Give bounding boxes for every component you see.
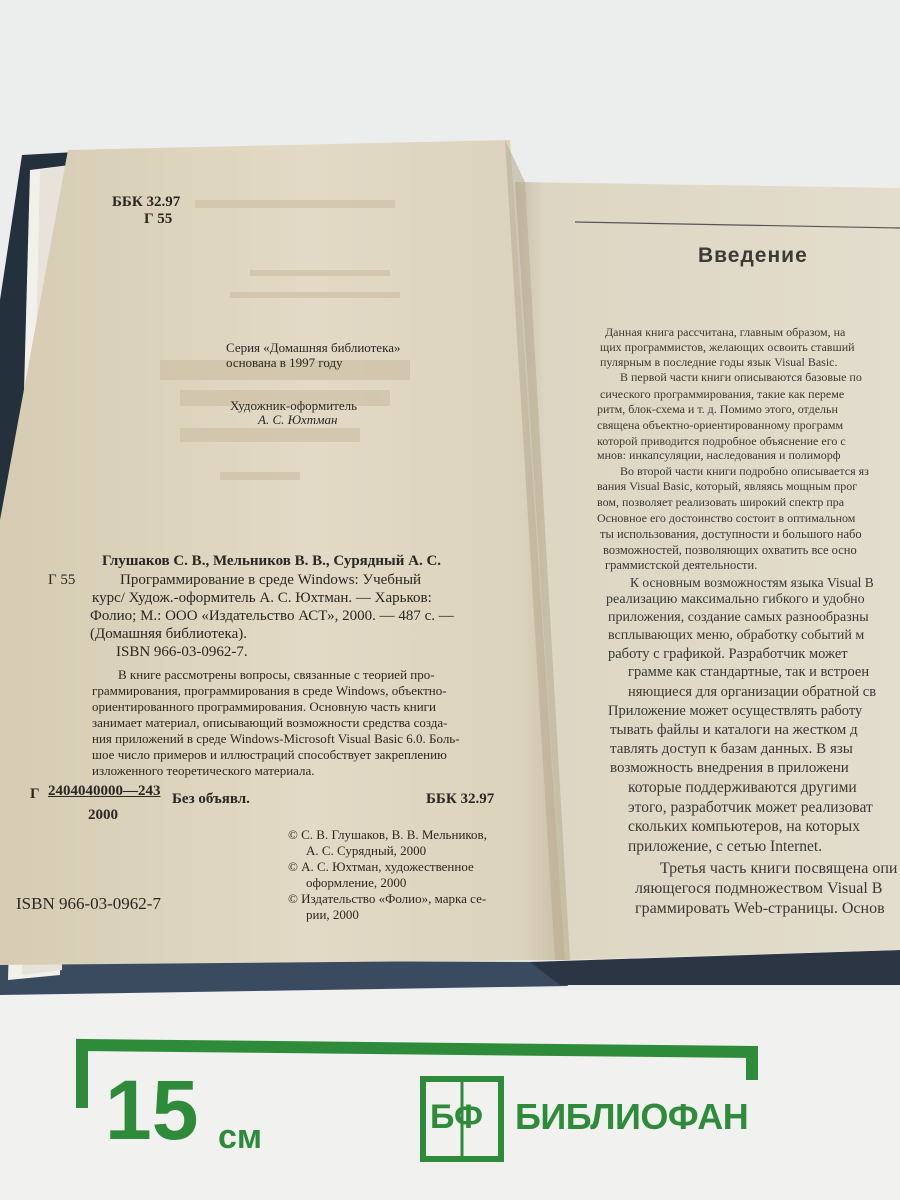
right-page-line: реализацию максимально гибкого и удобно [606,592,865,607]
right-page-line: которые поддерживаются другими [628,779,857,796]
right-page-line: К основным возможностям языка Visual B [630,575,874,590]
right-page-line: ляющегося подмножеством Visual B [635,880,883,897]
artist-name: А. С. Юхтман [258,412,338,427]
right-page-line: сического программирования, такие как переме [600,387,845,401]
right-page-line: всплывающих меню, обработку событий м [608,628,865,643]
biblio-line-1: Программирование в среде Windows: Учебный [120,572,422,588]
chapter-heading: Введение [698,244,808,267]
right-page-line: няющиеся для организации обратной св [628,684,877,700]
index-number: 2404040000—243 [48,783,161,799]
abstract-line-5: ния приложений в среде Windows-Microsoft Visual Basic 6.0. Боль- [92,731,460,746]
right-page-line: граммистской деятельности. [605,558,758,572]
abstract-line-7: изложенного теоретического материала. [92,763,315,778]
bbk-code-bottom: ББК 32.97 [426,791,495,807]
artist-label: Художник-оформитель [230,398,358,413]
biblio-line-3: Фолио; М.: ООО «Издательство АСТ», 2000. — 487 с. — [90,608,454,624]
authors-line: Глушаков С. В., Мельников В. В., Сурядный А. С. [102,553,442,569]
biblio-line-2: курс/ Худож.-оформитель А. С. Юхтман. — Харьков: [92,590,432,606]
right-page-line: пулярным в последние годы язык Visual Basic. [600,355,838,369]
right-page-line: ты использования, доступности и большого набо [600,527,862,541]
right-page-line: возможность внедрения в приложени [610,760,849,776]
watermark-size-unit: см [218,1118,263,1156]
right-page-line: Приложение может осуществлять работу [608,703,863,719]
right-page-line: этого, разработчик может реализоват [628,799,873,816]
right-page-line: граммировать Web-страницы. Основ [635,900,885,917]
abstract-line-4: занимает материал, описывающий возможности средства созда- [92,715,448,730]
right-page-line: скольких компьютеров, на которых [628,818,860,835]
copyright-line-3: © А. С. Юхтман, художественное [288,859,474,874]
right-page-line: работу с графикой. Разработчик может [608,646,848,662]
abstract-line-6: шое число примеров и иллюстраций способствует закреплению [92,747,447,762]
right-page-line: Основное его достоинство состоит в оптимальном [597,511,856,525]
right-page-line: тавлять доступ к базам данных. В язы [610,741,853,757]
bbk-code-top: ББК 32.97 [112,194,181,210]
copyright-line-4: оформление, 2000 [306,875,407,890]
right-page-line: приложение, с сетью Internet. [628,838,823,855]
right-page-line: вом, позволяет реализовать широкий спектр пра [597,495,845,509]
right-page-line: Данная книга рассчитана, главным образом, на [605,325,846,339]
watermark-size-number: 15 [105,1063,199,1157]
catalog-code: Г 55 [48,572,76,588]
watermark-brand: БИБЛИОФАН [515,1096,749,1137]
copyright-line-1: © С. В. Глушаков, В. В. Мельников, [288,827,487,842]
right-page-line: приложения, создание самых разнообразны [608,610,869,625]
copyright-line-5: © Издательство «Фолио», марка се- [288,891,487,906]
copyright-line-2: А. С. Сурядный, 2000 [306,843,427,858]
right-page-line: которой приводится подробное объяснение его с [597,434,846,448]
right-page-line: ритм, блок-схема и т. д. Помимо этого, отдельн [597,402,838,416]
right-page-line: Третья часть книги посвящена опи [660,860,898,877]
isbn-bottom: ISBN 966-03-0962-7 [16,894,161,913]
right-page-line: вания Visual Basic, который, являясь мощным прог [597,479,858,493]
no-ad-label: Без объявл. [172,791,250,807]
abstract-line-2: граммирования, программирования в среде Windows, объектно- [92,683,447,698]
right-page-line: Во второй части книги подробно описывается яз [620,464,869,478]
right-page-line: В первой части книги описываются базовые по [620,370,862,384]
g-code-top: Г 55 [144,211,173,227]
right-page-line: мнов: инкапсуляции, наследования и полиморф [597,448,841,462]
index-g: Г [30,786,40,802]
index-year: 2000 [88,807,118,823]
abstract-line-3: ориентированного программирования. Основную часть книги [92,699,436,714]
right-page-line: щих программистов, желающих освоить ставший [600,340,855,354]
copyright-line-6: рии, 2000 [306,907,359,922]
right-page-line: священа объектно-ориентированному программ [597,418,844,432]
right-page-line: тывать файлы и каталоги на жестком д [610,722,858,738]
series-line-1: Серия «Домашняя библиотека» [226,340,401,355]
abstract-line-1: В книге рассмотрены вопросы, связанные с теорией про- [118,667,435,682]
right-page-line: возможностей, позволяющих охватить все осно [603,543,857,557]
series-line-2: основана в 1997 году [226,355,343,370]
right-page-line: грамме как стандартные, так и встроен [628,664,870,680]
biblio-line-4: (Домашняя библиотека). [90,626,248,642]
isbn-line: ISBN 966-03-0962-7. [116,644,248,660]
watermark-logo-text: БФ [430,1098,484,1136]
